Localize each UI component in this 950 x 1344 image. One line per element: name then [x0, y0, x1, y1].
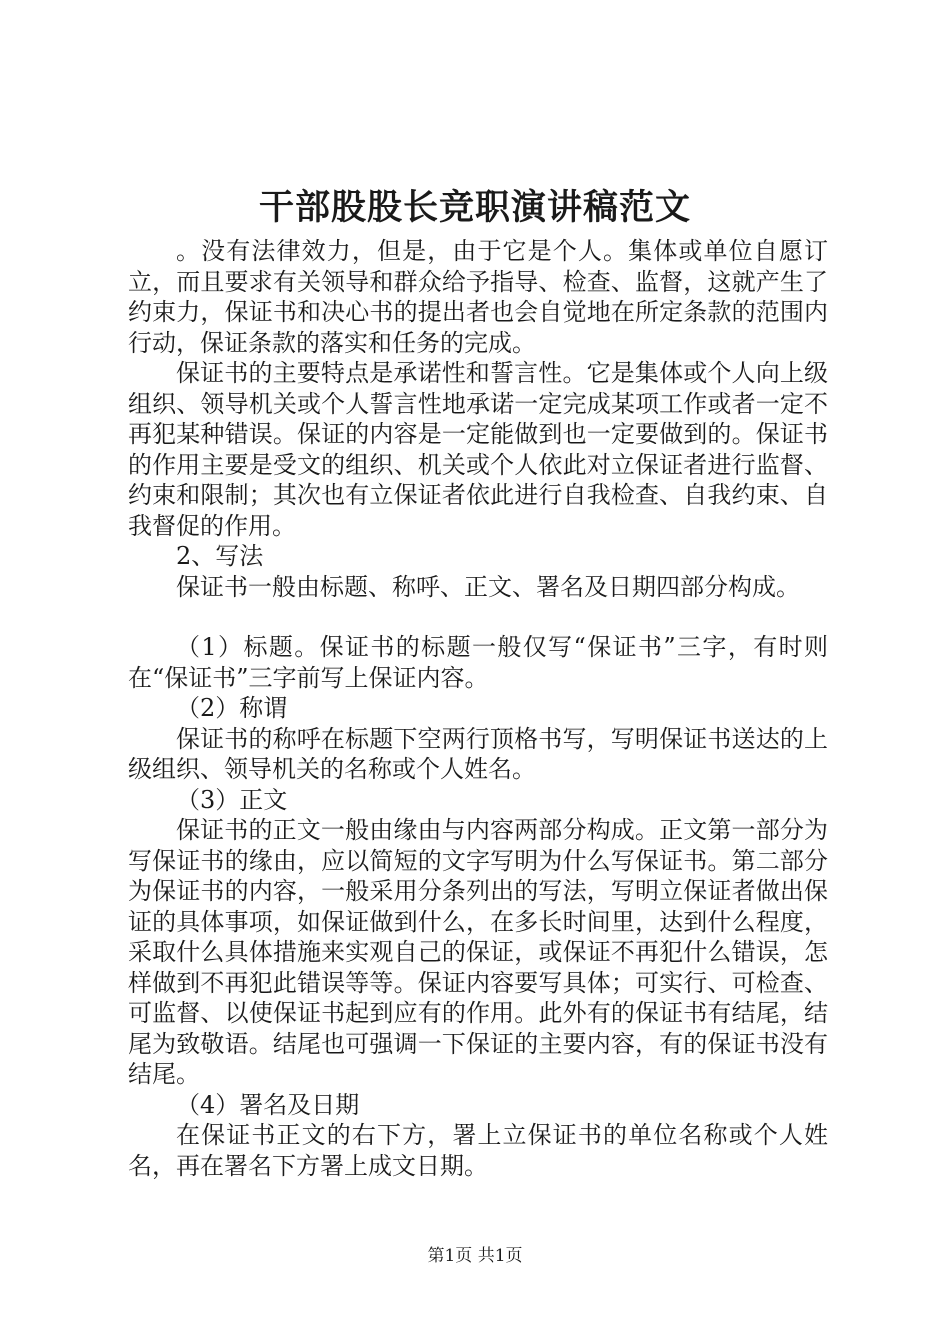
paragraph-salutation: 保证书的称呼在标题下空两行顶格书写，写明保证书送达的上级组织、领导机关的名称或个人姓名。: [128, 724, 828, 783]
page-footer: 第1页 共1页: [427, 1246, 523, 1266]
paragraph-title-section: （1）标题。保证书的标题一般仅写“保证书”三字，有时则在“保证书”三字前写上保证内容。: [128, 633, 828, 692]
section-heading-writing: 2、写法: [176, 542, 264, 570]
paragraph-gap: [128, 602, 828, 632]
document-title: 干部股股长竞职演讲稿范文: [258, 187, 691, 228]
subheading-signature: （4）署名及日期: [176, 1090, 360, 1119]
paragraph-body: 保证书的正文一般由缘由与内容两部分构成。正文第一部分为写保证书的缘由，应以简短的文字写明为什么写保证书。第二部分为保证书的内容，一般采用分条列出的写法，写明立保证者做出保证的具体事项，如保证做到什么，在多长时间里，达到什么程度，采取什么具体措施来实观自己的保证，或保证不再犯什么错误，怎样做到不再犯此错误等等。保证内容要写具体；可实行、可检查、可监督、以使保证书起到应有的作用。此外有的保证书有结尾，结尾为致敬语。结尾也可强调一下保证的主要内容，有的保证书没有结尾。: [128, 816, 828, 1088]
document-body: [128, 236, 828, 1181]
subheading-salutation: （2）称谓: [176, 694, 288, 722]
paragraph-signature: 在保证书正文的右下方，署上立保证书的单位名称或个人姓名，再在署名下方署上成文日期。: [128, 1121, 828, 1180]
paragraph-structure: 保证书一般由标题、称呼、正文、署名及日期四部分构成。: [176, 572, 800, 601]
paragraph-intro: 。没有法律效力，但是，由于它是个人。集体或单位自愿订立，而且要求有关领导和群众给予指导、检查、监督，这就产生了约束力，保证书和决心书的提出者也会自觉地在所定条款的范围内行动，保证条款的落实和任务的完成。: [128, 237, 828, 357]
paragraph-features: 保证书的主要特点是承诺性和誓言性。它是集体或个人向上级组织、领导机关或个人誓言性地承诺一定完成某项工作或者一定不再犯某种错误。保证的内容是一定能做到也一定要做到的。保证书的作用主要是受文的组织、机关或个人依此对立保证者进行监督、约束和限制；其次也有立保证者依此进行自我检查、自我约束、自我督促的作用。: [128, 359, 828, 540]
subheading-body: （3）正文: [176, 785, 288, 814]
